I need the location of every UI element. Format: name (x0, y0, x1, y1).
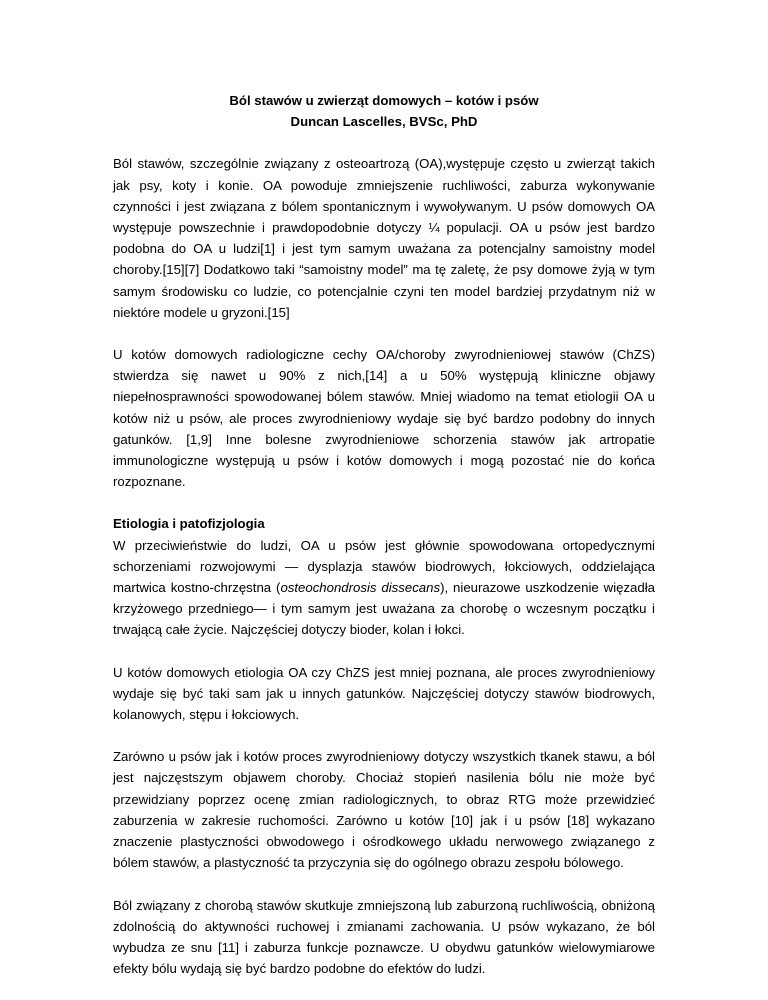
section-paragraph-1 (113, 535, 655, 641)
document-title: Ból stawów u zwierząt domowych – kotów i psów (229, 93, 539, 108)
section-etiology (113, 513, 655, 979)
section-paragraph-2: U kotów domowych etiologia OA czy ChZS jest mniej poznana, ale proces zwyrodnieniowy wydaje się być taki sam jak u innych gatunków. Najczęściej dotyczy stawów biodrowych, kolanowych, stępu i łokciowych. (113, 664, 655, 723)
section-paragraph-3: Zarówno u psów jak i kotów proces zwyrodnieniowy dotyczy wszystkich tkanek stawu, a ból jest najczęstszym objawem choroby. Chociaż stopień nasilenia bólu nie może być przewidziany poprzez ocenę zmian radiologicznych, to obraz RTG może przewidzieć zaburzenia w zakresie ruchomości. Zarówno u kotów [10] jak i u psów [18] wykazano znaczenie plastyczności obwodowego i ośrodkowego układu nerwowego związanego z bólem stawów, a plastyczność ta przyczynia się do ogólnego obrazu zespołu bólowego. (113, 749, 655, 871)
section-heading: Etiologia i patofizjologia (113, 516, 265, 532)
section-paragraph-1-part-b: ), nieurazowe uszkodzenie więzadła krzyżowego przedniego— i tym samym jest uważana za chorobę o wczesnym początku i trwającą całe życie. Najczęściej dotyczy bioder, kolan i łokci. (113, 580, 655, 638)
section-paragraph-4: Ból związany z chorobą stawów skutkuje zmniejszoną lub zaburzoną ruchliwością, obniżoną zdolnością do aktywności ruchowej i zmianami zachowania. U psów wykazano, że ból wybudza ze snu [11] i zaburza funkcje poznawcze. U obydwu gatunków wielowymiarowe efekty bólu wydają się być bardzo podobne do efektów do ludzi. (113, 897, 655, 977)
intro-paragraph-2: U kotów domowych radiologiczne cechy OA/choroby zwyrodnieniowej stawów (ChZS) stwierdza się nawet u 90% z nich,[14] a u 50% występują kliniczne objawy niepełnosprawności spowodowanej bólem stawów. Mniej wiadomo na temat etiologii OA u kotów niż u psów, ale proces zwyrodnieniowy wydaje się być bardzo podobny do innych gatunków. [1,9] Inne bolesne zwyrodnieniowe schorzenia stawów jak artropatie immunologiczne występują u psów i kotów domowych i mogą pozostać nie do końca rozpoznane. (113, 347, 655, 490)
document-author: Duncan Lascelles, BVSc, PhD (290, 114, 478, 130)
title-block (113, 90, 655, 132)
document-page (113, 90, 655, 1000)
latin-term: osteochondrosis dissecans (280, 580, 441, 596)
intro-paragraph-1: Ból stawów, szczególnie związany z osteoartrozą (OA),występuje często u zwierząt takich jak psy, koty i konie. OA powoduje zmniejszenie ruchliwości, zaburza wykonywanie czynności i jest związana z bólem spontanicznym i wywoływanym. U psów domowych OA występuje powszechnie i prawdopodobnie dotyczy ¼ populacji. OA u psów jest bardzo podobna do OA u ludzi[1] i jest tym samym uważana za potencjalny samoistny model choroby.[15][7] Dodatkowo taki “samoistny model” ma tę zaletę, że psy domowe żyją w tym samym środowisku co ludzie, co potencjalnie czyni ten model bardziej przydatnym niż w niektóre modele u gryzoni.[15] (113, 156, 655, 320)
section-paragraph-1-part-a: W przeciwieństwie do ludzi, OA u psów jest głównie spowodowana ortopedycznymi schorzeniami rozwojowymi — dysplazja stawów biodrowych, łokciowych, oddzielająca martwica kostno-chrzęstna ( (113, 537, 655, 596)
